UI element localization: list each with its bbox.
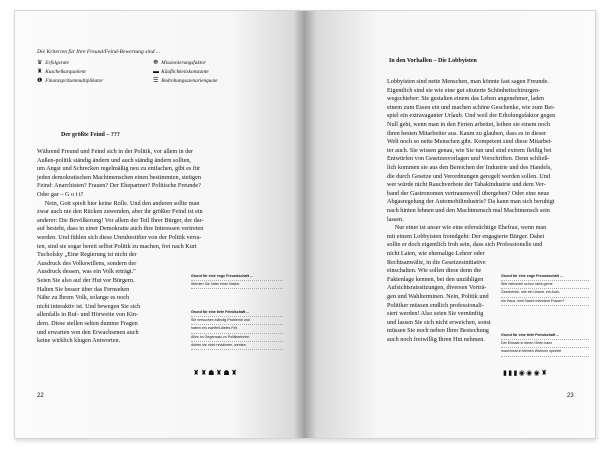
text-line: Tucholsky „Eine Regierung ist nicht der (37, 251, 137, 259)
page-number: 23 (567, 393, 574, 399)
text-line: Eigentlich sind sie wie eine gut situierte Schönheitschirurgen- (387, 86, 541, 94)
book-spread (14, 10, 596, 439)
text-line: Null geht, wenn man in den Ferien arbeitet, leihen sie einem noch (387, 121, 551, 128)
text-line: band der Gastronomen vertrauensvoll übergeben? Oder eine neue (387, 189, 550, 197)
text-line: nicht interaktiv ist. Und bewegen Sie sich (37, 302, 141, 310)
criteria-item-kaeuflichkeitskonstante (153, 68, 209, 76)
section-heading: Der größte Feind – ??? (61, 132, 120, 138)
box-title: Grund für eine tiefe Feindschaft ... (191, 309, 283, 317)
box-line: dürfen sie nicht revidieren, werden (191, 342, 283, 350)
text-line: Lobbyisten sind nette Menschen, man könnte fast sagen Freunde. (387, 78, 549, 85)
text-line: einem zum Essen ein und machen schöne Geschenke, wie zum Bei- (387, 103, 555, 111)
text-line: mit einem Lobbyisten fremdgeht: Der engagierte Bürger. Dabei (387, 232, 545, 240)
box-title: Grund für eine enge Freundschaft ... (501, 273, 589, 281)
text-line: und erwarten von den Erwachsenen auch (37, 328, 139, 336)
text-line: Außen-politik ständig ändern und auch ständig ändern sollten, (37, 156, 191, 164)
box-title: Grund für eine enge Freundschaft ... (191, 273, 283, 281)
text-line: spiel ein extravaganter Urlaub. Und weil der Erholungsfaktor gegen (387, 112, 556, 120)
page-number: 22 (37, 393, 44, 399)
criteria-item-missionierungsfaktor (153, 59, 206, 67)
coin-icon: ❶ (37, 78, 43, 84)
text-line: anderer: Die Bevölkerung! Vor allem der Teil Ihrer Bürger, der dar- (37, 216, 204, 224)
text-line: ten, sind sie sogar bereit selbst Politik zu machen, frei nach Kurt (37, 242, 197, 250)
criteria-label: Erfolgsrate (45, 60, 69, 66)
text-line: keine wirklich klugen Antworten. (37, 337, 121, 345)
text-line: sollte er doch eigentlich froh sein, dass sich Professionelle und (387, 241, 543, 249)
crown-icon: ♛ (37, 60, 43, 66)
text-line: Nur einer ist unser wie eine eifersüchtige Ehefrau, wenn man (387, 224, 547, 232)
criteria-title: Die Kriterien für Ihre Freund/Feind-Bewertung sind ... (37, 49, 161, 55)
cake-icon: ♜ (37, 69, 43, 75)
box-line: Alles im Gegensatz zu Politikerinnen (191, 334, 283, 342)
criteria-label: Käuflichkeitskonstante (161, 69, 209, 75)
criteria-item-kuschelkurquotient (37, 68, 86, 76)
right-page (305, 11, 595, 438)
text-line: Halten Sie besser über das Fernsehen (37, 285, 130, 293)
text-line: Entwürfen von Gesetzesvorlagen und Vorschriften. Denn schließ- (387, 155, 550, 163)
text-line: Welt noch so nette Menschen gibt. Kompetent sind diese Mitarbei- (387, 138, 553, 146)
text-line: Während Freund und Feind sich in der Politik, vor allem in der (37, 148, 194, 155)
box-line: Sie versuchen ständig Probleme und (191, 317, 283, 325)
text-line: auf besteht, dass in einer Demokratie auch ihre Interessen vertreten (37, 225, 204, 233)
text-line: Politiker müssen endlich professionali- (387, 301, 484, 309)
text-line: einschalten. Wie sollen diese denn die (387, 267, 482, 275)
text-line: ter auch. Sie wissen genau, wie Sie tun und sind extrem fleißig bei (387, 146, 552, 154)
sidebar-box-friendship (191, 273, 283, 289)
box-line: Geschenke, wie ein Urlaub, ein Auto, (501, 289, 589, 297)
text-line: Faktenlage kennen, bei den unzähligen (387, 275, 484, 283)
text-line: Abgasregelung der Automobilindustrie? Da kann man sich beruhigt (387, 198, 555, 206)
text-line: siert werden! Also seien Sie vernünftig (387, 310, 484, 318)
text-line: Rechtsanwälte, in die Gesetzesinitiative (387, 258, 486, 266)
criteria-item-bedrohungsszenarienquote (153, 77, 218, 85)
text-line: um Angst und Schrecken regelmäßig neu zu entfachen, gibt es für (37, 165, 201, 173)
criteria-label: Kuschelkurquotient (45, 69, 86, 75)
text-line: jeden demokratischen Machtmenschen einen bestimmten, stetigen (37, 173, 201, 181)
text-line: lassen. (387, 215, 404, 223)
text-line: wer würde nicht Rauchverbote der Tabakindustrie und dem Ver- (387, 181, 546, 189)
box-line: manchmal in kleinen Wohnen speziell (501, 348, 589, 356)
text-line: müssen Sie noch neben Ihrer Bestechung (387, 327, 489, 335)
car-icon: ▬ (153, 69, 159, 75)
text-line: Nähe zu Ihrem Volk, solange es noch (37, 294, 130, 302)
box-line: Wer bekommt schon nicht gerne (501, 281, 589, 289)
text-line: zwar auch nie den Rücken zuwenden, aber ihr größter Feind ist ein (37, 208, 203, 216)
criteria-label: Finanzspritzenmultiplikator (45, 78, 104, 84)
box-line: Der Einsatz in deren Oben kann (501, 340, 589, 348)
rating-icons: ▮▮▮◉◉◉♜ (503, 370, 549, 377)
text-line: ihren besten Mitarbeiter aus. Kaum zu glauben, dass es in dieser (387, 129, 547, 137)
text-line: dern. Diese stellen selten dumme Fragen (37, 320, 138, 327)
bars-icon: ☰ (153, 78, 159, 84)
box-line: Werden Sie Vater einer Nation. (191, 281, 283, 289)
text-line: nach hinten lehnen und den Machtmensch mal Machtmensch sein (387, 207, 550, 214)
text-line: und lassen Sie sich nicht erweichen, sonst (387, 318, 491, 326)
bulb-icon: ☸ (153, 60, 159, 66)
left-page (15, 11, 305, 438)
section-heading: In den Vorhallen – Die Lobbyisten (389, 58, 477, 64)
sidebar-box-enmity (191, 309, 283, 350)
text-line: nicht Laien, wie ehemalige Lehrer oder (387, 250, 485, 257)
text-line: Feind: Anarchisten? Frauen? Der Ehepartner? Politische Freunde? (37, 182, 201, 190)
text-line: werden. Und fühlen sich diese Unruhestifter von der Politik verra- (37, 234, 202, 241)
text-line: Ausdruck dessen, was ein Volk erträgt." (37, 268, 136, 276)
rating-icons: ♜♜☗♜☗♜ (193, 370, 239, 377)
sidebar-box-enmity (501, 332, 589, 357)
criteria-item-erfolgsrate (37, 59, 69, 67)
box-title: Grund für eine tiefe Feindschaft ... (501, 332, 589, 340)
text-line: lich kommen sie aus den Bereichen der Industrie und des Handels, (387, 164, 552, 171)
text-line: gen und Wahlterminen. Nein, Politik und (387, 293, 489, 300)
criteria-label: Bedrohungsszenarienquote (161, 78, 218, 84)
text-line: Oder gar – G o t t? (37, 191, 84, 198)
text-line: wegschieber: Sie gestalten einem das Leben angenehmer, laden (387, 95, 545, 103)
text-line: Ausdruck des Volkswillens, sondern der (37, 259, 137, 267)
box-line: ein Haus, eine Nacht mitindem Frauen? (501, 298, 589, 306)
text-line: allenfalls in Ruf- und Hörweite von Kin- (37, 311, 139, 319)
text-line: auch noch freiwillig Ihren Hut nehmen. (387, 336, 485, 343)
text-line: Aufsichtsratssitzungen, diversen Vorträ- (387, 284, 487, 292)
sidebar-box-friendship (501, 273, 589, 306)
text-line: Nein, Gott spielt hier keine Rolle. Und den anderen sollte man (37, 199, 200, 207)
criteria-label: Missionierungsfaktor (161, 60, 206, 66)
text-line: Seien Sie also auf der Hut vor Bürgern. (37, 277, 135, 284)
box-line: haben ein zweifelt-dieles Fell. (191, 325, 283, 333)
text-line: die durch Gesetze und Verordnungen geregelt werden sollen. Und (387, 172, 550, 180)
criteria-item-finanzspritzenmultiplikator (37, 77, 103, 85)
